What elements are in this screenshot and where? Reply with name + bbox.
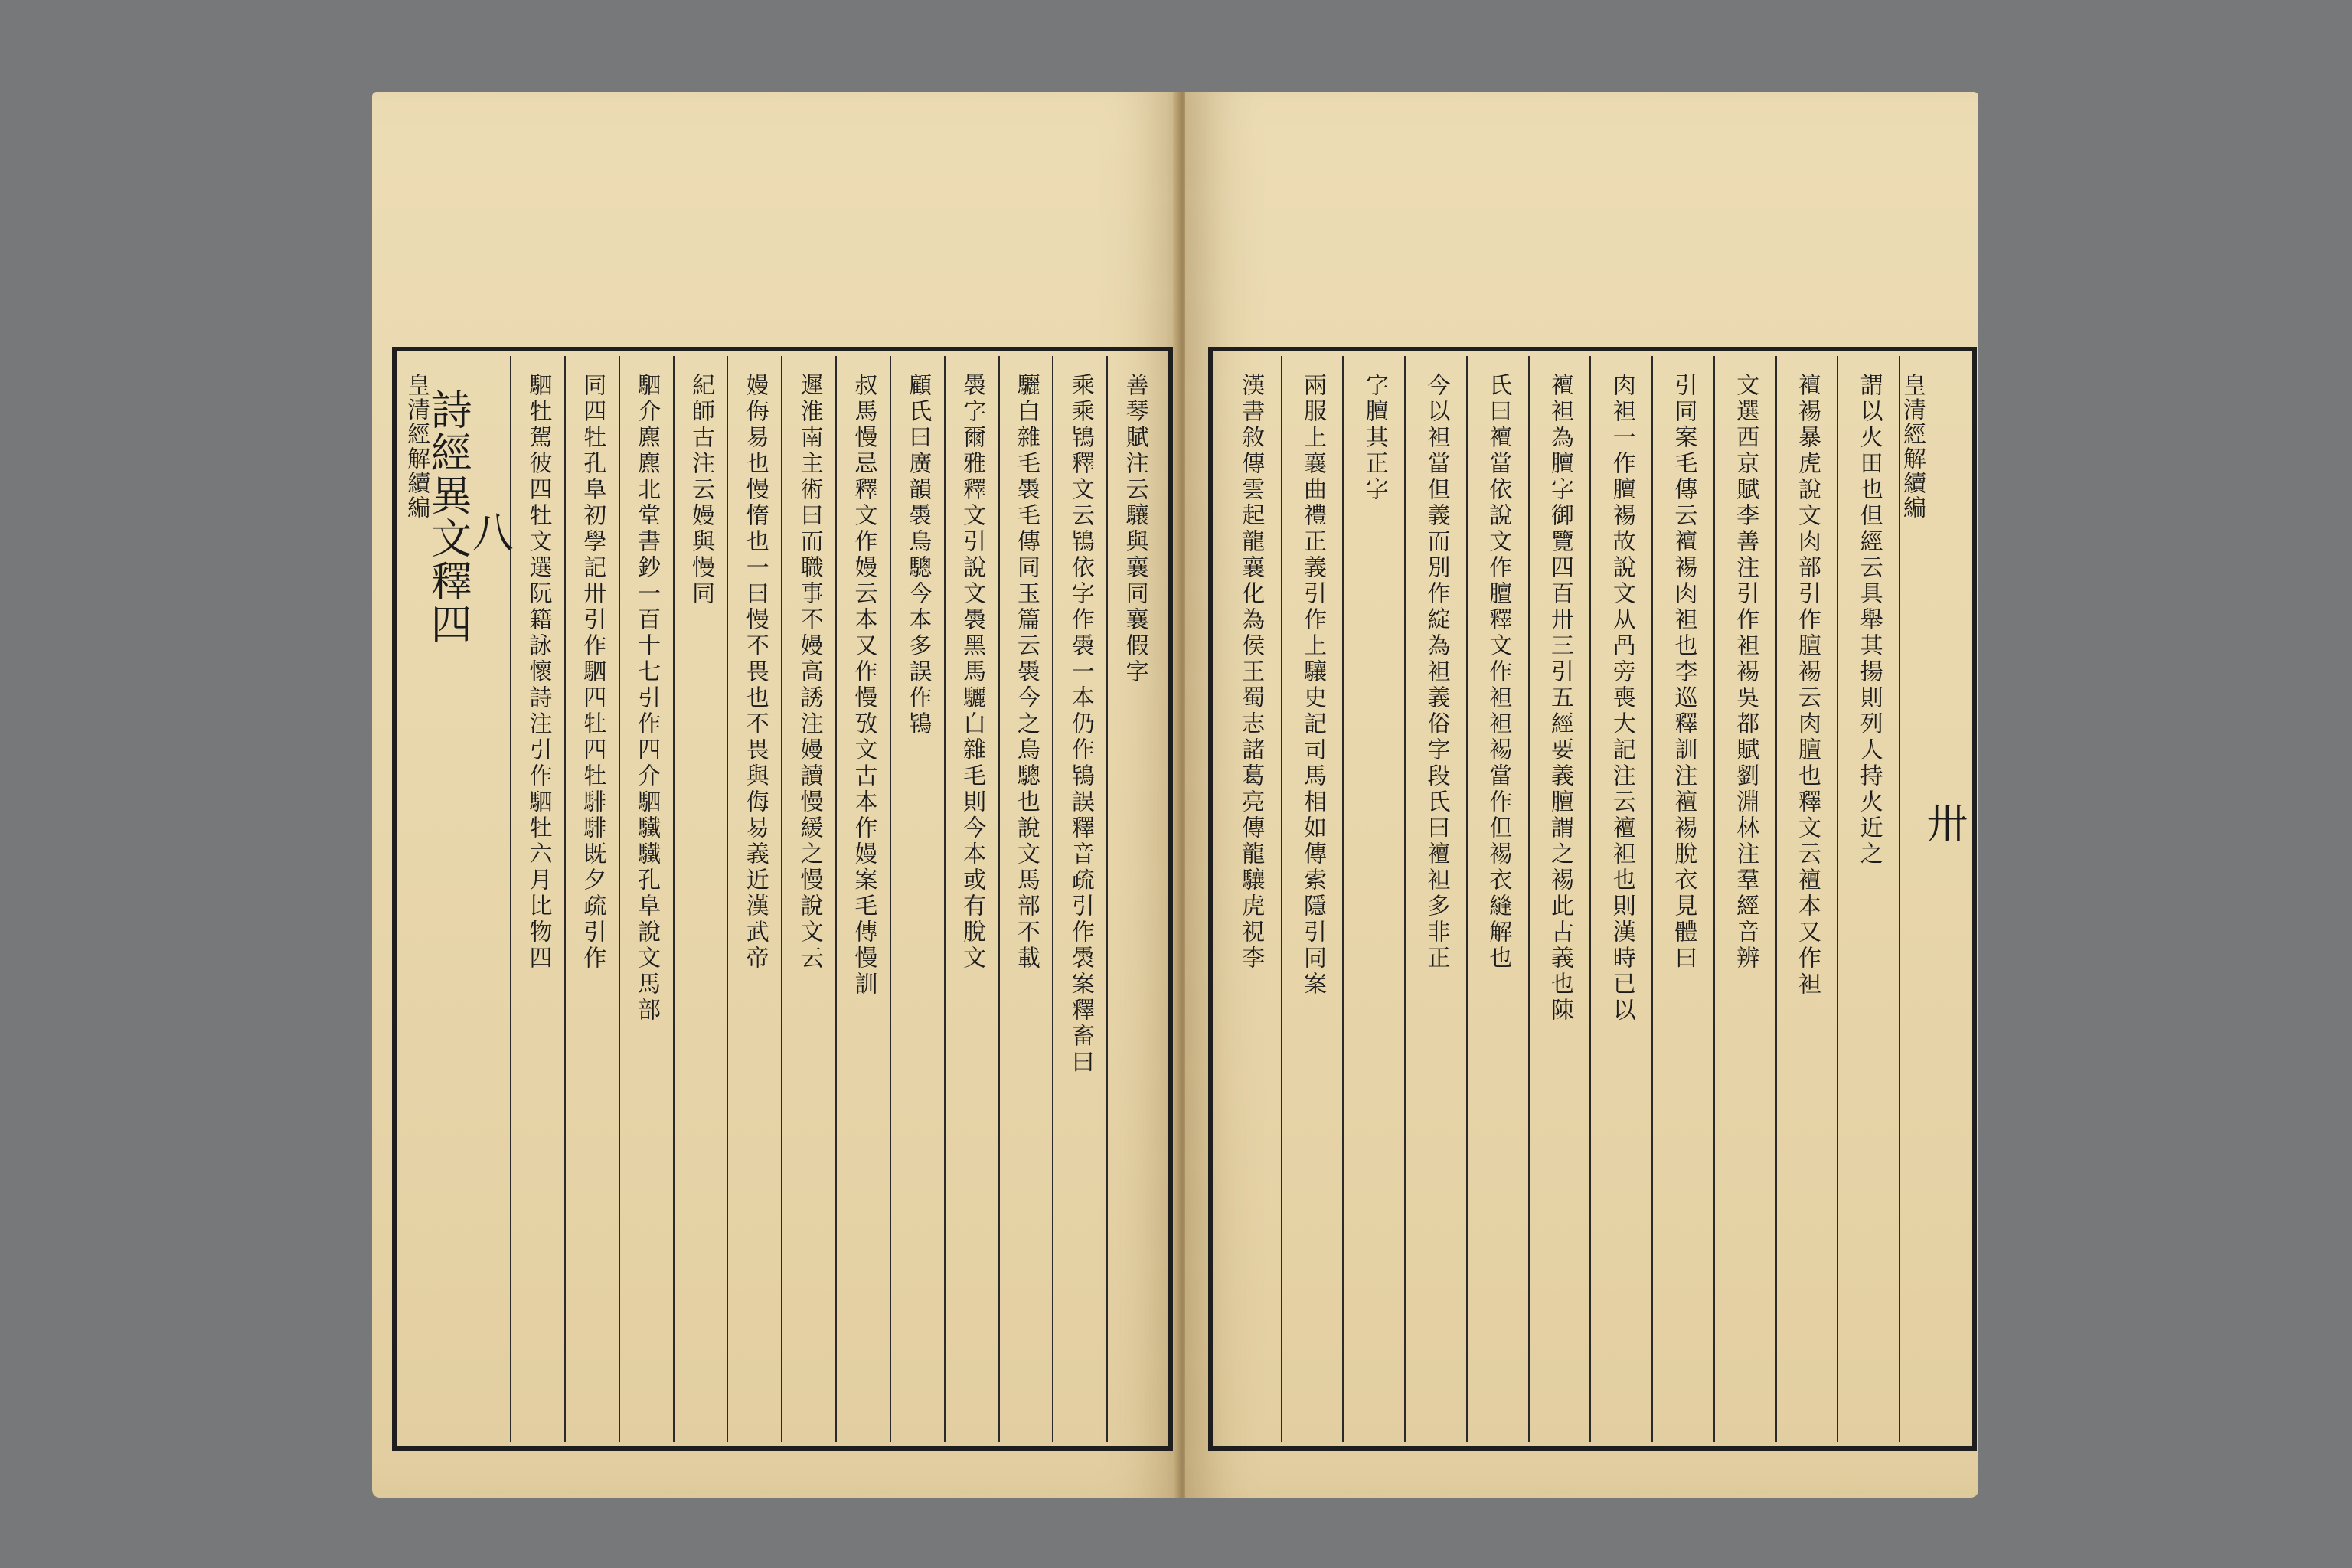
left-column-text: 遲淮南主術曰而職事不嫚高誘注嫚讀慢緩之慢說文云 xyxy=(795,373,823,972)
left-column-text: 乘乘鴇釋文云鴇依字作䮍一本仍作鴇誤釋音疏引作䮍案釋畜曰 xyxy=(1067,373,1094,1076)
left-margin-title: 皇清經解續編 xyxy=(403,373,430,520)
right-column-text: 引同案毛傳云襢裼肉袒也李巡釋訓注襢裼脫衣見體曰 xyxy=(1670,373,1697,972)
left-column-text: 駟牡駕彼四牡文選阮籍詠懷詩注引作駟牡六月比物四 xyxy=(524,373,552,972)
right-text-column xyxy=(1281,356,1343,1442)
left-column-text: 叔馬慢忌釋文作嫚云本又作慢攷文古本作嫚案毛傳慢訓 xyxy=(850,373,877,998)
right-column-text: 襢裼暴虎說文肉部引作膻裼云肉膻也釋文云襢本又作袒 xyxy=(1793,373,1821,998)
right-column-text: 謂以火田也但經云具舉其揚則列人持火近之 xyxy=(1855,373,1883,867)
right-text-column xyxy=(1589,356,1651,1442)
left-columns xyxy=(404,356,1161,1442)
right-text-frame xyxy=(1208,347,1977,1451)
left-text-column xyxy=(835,356,890,1442)
left-page xyxy=(372,92,1181,1498)
right-column-text: 兩服上襄曲禮正義引作上驤史記司馬相如傳索隱引同案 xyxy=(1299,373,1327,998)
right-text-column xyxy=(1651,356,1713,1442)
left-column-text: 紀師古注云嫚與慢同 xyxy=(687,373,714,607)
right-margin-column xyxy=(1899,356,1968,1442)
left-column-text: 驪白雜毛䮍毛傳同玉篇云䮍今之烏驄也說文馬部不載 xyxy=(1012,373,1040,972)
right-column-text: 肉袒一作膻裼故說文从冎旁喪大記注云襢袒也則漢時已以 xyxy=(1608,373,1635,1024)
right-page xyxy=(1185,92,1978,1498)
left-column-text: 駟介麃麃北堂書鈔一百十七引作四介駟驖驖孔阜說文馬部 xyxy=(633,373,661,1024)
right-column-text: 氏曰襢當依說文作膻釋文作袒袒裼當作但裼衣縫解也 xyxy=(1485,373,1512,972)
right-text-column xyxy=(1466,356,1528,1442)
right-text-column xyxy=(1713,356,1775,1442)
left-column-text: 顧氏曰廣韻䮍烏驄今本多誤作鴇 xyxy=(904,373,932,737)
open-book xyxy=(372,92,1978,1498)
right-text-column xyxy=(1837,356,1899,1442)
left-folio: 八 xyxy=(466,511,514,554)
left-margin-section: 詩經異文釋四 xyxy=(424,388,473,645)
right-columns xyxy=(1220,356,1968,1442)
right-text-column xyxy=(1404,356,1466,1442)
left-margin-column xyxy=(403,356,514,1442)
left-column-text: 善琴賦注云驤與襄同襄假字 xyxy=(1121,373,1148,685)
left-text-frame xyxy=(392,347,1173,1451)
right-text-column xyxy=(1775,356,1838,1442)
right-column-text: 字膻其正字 xyxy=(1361,373,1388,503)
left-text-column xyxy=(781,356,835,1442)
right-column-text: 漢書敘傳雲起龍襄化為侯王蜀志諸葛亮傳龍驤虎視李 xyxy=(1237,373,1265,972)
right-text-column xyxy=(1528,356,1590,1442)
left-text-column xyxy=(564,356,619,1442)
left-text-column xyxy=(727,356,781,1442)
left-column-text: 䮍字爾雅釋文引說文䮍黑馬驪白雜毛則今本或有脫文 xyxy=(959,373,986,972)
left-column-text: 嫚侮易也慢惰也一曰慢不畏也不畏與侮易義近漢武帝 xyxy=(741,373,769,972)
right-folio: 卅 xyxy=(1920,802,1968,844)
left-text-column xyxy=(673,356,727,1442)
left-text-column xyxy=(890,356,944,1442)
left-column-text: 同四牡孔阜初學記卅引作駟四牡四牡騑騑既夕疏引作 xyxy=(579,373,606,972)
left-text-column xyxy=(998,356,1053,1442)
right-text-column xyxy=(1220,356,1281,1442)
right-column-text: 今以袒當但義而別作綻為袒義俗字段氏曰襢袒多非正 xyxy=(1423,373,1450,972)
left-text-column xyxy=(944,356,998,1442)
left-text-column xyxy=(619,356,673,1442)
right-text-column xyxy=(1342,356,1404,1442)
right-column-text: 文選西京賦李善注引作袒裼吳都賦劉淵林注羣經音辨 xyxy=(1732,373,1759,972)
right-margin-title: 皇清經解續編 xyxy=(1899,373,1926,520)
right-column-text: 襢袒為膻字御覽四百卅三引五經要義膻謂之裼此古義也陳 xyxy=(1546,373,1573,1024)
left-text-column xyxy=(510,356,564,1442)
left-text-column xyxy=(1052,356,1106,1442)
left-text-column xyxy=(1106,356,1161,1442)
